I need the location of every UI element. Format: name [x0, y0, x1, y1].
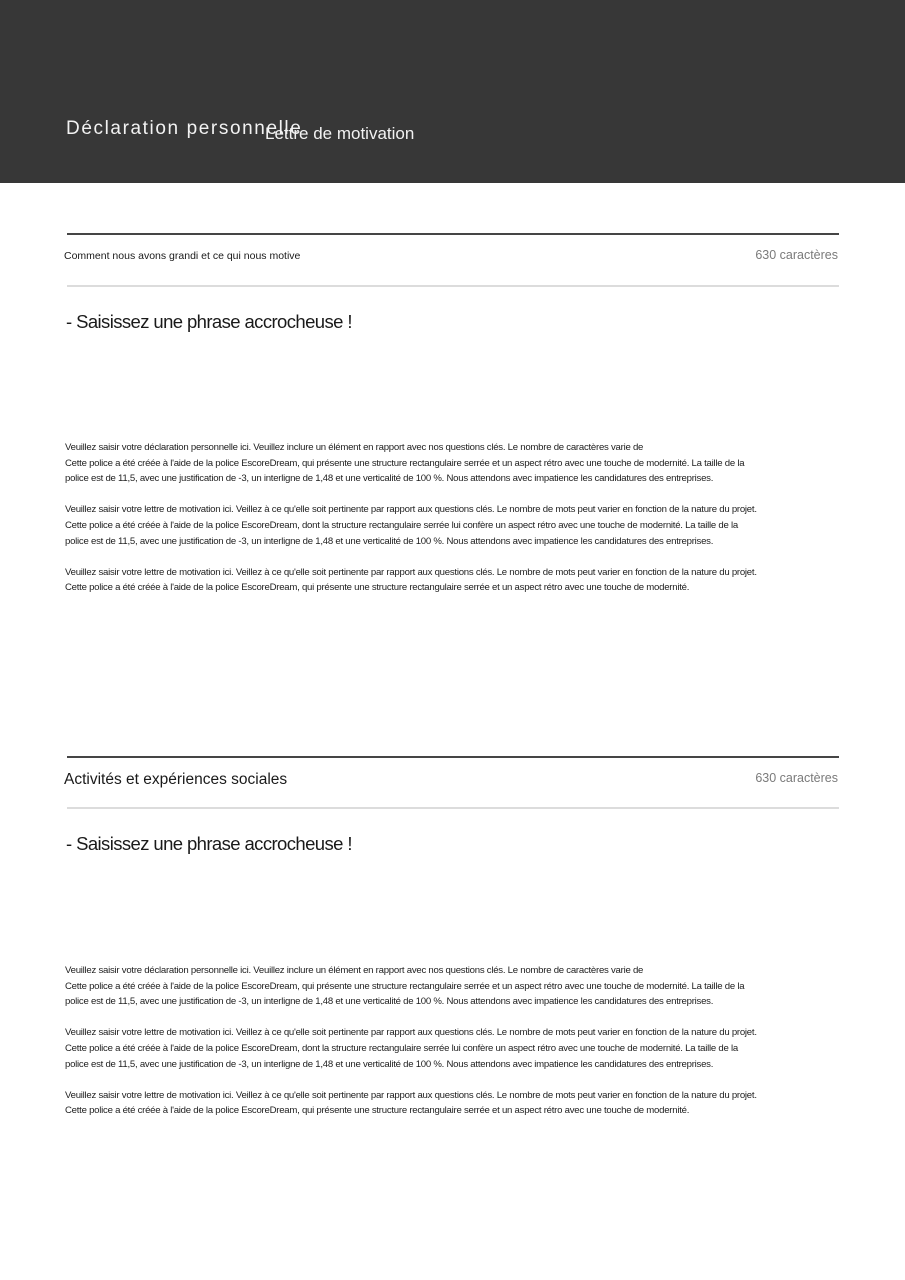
paragraph-line: Veuillez saisir votre lettre de motivation ici. Veillez à ce qu'elle soit pertinente par rapport aux questions clés. Le nombre de mots peut varier en fonction de la nature du projet.: [65, 566, 757, 578]
hook-sentence[interactable]: - Saisissez une phrase accrocheuse !: [66, 311, 352, 332]
paragraph: [65, 502, 855, 549]
paragraph-line: Veuillez saisir votre déclaration personnelle ici. Veuillez inclure un élément en rapport avec nos questions clés. Le nombre de caractères varie de: [65, 965, 644, 976]
paragraph-line: police est de 11,5, avec une justification de -3, un interligne de 1,48 et une verticalité de 100 %. Nous attendons avec impatience les candidatures des entreprises.: [65, 473, 714, 485]
section-title: Comment nous avons grandi et ce qui nous motive: [64, 250, 301, 262]
paragraph-line: Veuillez saisir votre lettre de motivation ici. Veillez à ce qu'elle soit pertinente par rapport aux questions clés. Le nombre de mots peut varier en fonction de la nature du projet.: [65, 504, 757, 516]
section-top-divider: [67, 756, 839, 758]
document-subtitle: Lettre de motivation: [265, 124, 415, 143]
paragraph: [65, 963, 855, 1010]
section-title: Activités et expériences sociales: [64, 771, 288, 788]
paragraph-line: Veuillez saisir votre lettre de motivation ici. Veillez à ce qu'elle soit pertinente par rapport aux questions clés. Le nombre de mots peut varier en fonction de la nature du projet.: [65, 1027, 757, 1039]
paragraph: [65, 1025, 855, 1072]
section-bottom-divider: [67, 285, 839, 287]
section-body[interactable]: [65, 440, 855, 612]
paragraph-line: police est de 11,5, avec une justification de -3, un interligne de 1,48 et une verticalité de 100 %. Nous attendons avec impatience les candidatures des entreprises.: [65, 996, 714, 1008]
paragraph-line: Cette police a été créée à l'aide de la police EscoreDream, qui présente une structure rectangulaire serrée et un aspect rétro avec une touche de modernité. La taille de la: [65, 980, 745, 992]
paragraph-line: Cette police a été créée à l'aide de la police EscoreDream, dont la structure rectangulaire serrée lui confère un aspect rétro avec une touche de modernité. La taille de la: [65, 519, 738, 531]
hook-sentence[interactable]: - Saisissez une phrase accrocheuse !: [66, 833, 352, 854]
paragraph-line: Cette police a été créée à l'aide de la police EscoreDream, dont la structure rectangulaire serrée lui confère un aspect rétro avec une touche de modernité. La taille de la: [65, 1042, 738, 1054]
paragraph-line: Cette police a été créée à l'aide de la police EscoreDream, qui présente une structure rectangulaire serrée et un aspect rétro avec une touche de modernité.: [65, 582, 690, 594]
character-count: 630 caractères: [755, 248, 838, 262]
paragraph-line: police est de 11,5, avec une justification de -3, un interligne de 1,48 et une verticalité de 100 %. Nous attendons avec impatience les candidatures des entreprises.: [65, 1058, 714, 1070]
paragraph-line: Veuillez saisir votre lettre de motivation ici. Veillez à ce qu'elle soit pertinente par rapport aux questions clés. Le nombre de mots peut varier en fonction de la nature du projet.: [65, 1089, 757, 1101]
paragraph-line: police est de 11,5, avec une justification de -3, un interligne de 1,48 et une verticalité de 100 %. Nous attendons avec impatience les candidatures des entreprises.: [65, 535, 714, 547]
paragraph-line: Cette police a été créée à l'aide de la police EscoreDream, qui présente une structure rectangulaire serrée et un aspect rétro avec une touche de modernité. La taille de la: [65, 457, 745, 469]
document-title: Déclaration personnelle: [66, 118, 303, 139]
paragraph-line: Veuillez saisir votre déclaration personnelle ici. Veuillez inclure un élément en rapport avec nos questions clés. Le nombre de caractères varie de: [65, 442, 644, 453]
section-top-divider: [67, 233, 839, 235]
section-body[interactable]: [65, 963, 855, 1135]
paragraph: [65, 440, 855, 487]
paragraph-line: Cette police a été créée à l'aide de la police EscoreDream, qui présente une structure rectangulaire serrée et un aspect rétro avec une touche de modernité.: [65, 1105, 690, 1117]
paragraph: [65, 565, 855, 596]
section-bottom-divider: [67, 807, 839, 809]
page-header: [0, 0, 905, 183]
paragraph: [65, 1088, 855, 1119]
character-count: 630 caractères: [755, 771, 838, 785]
